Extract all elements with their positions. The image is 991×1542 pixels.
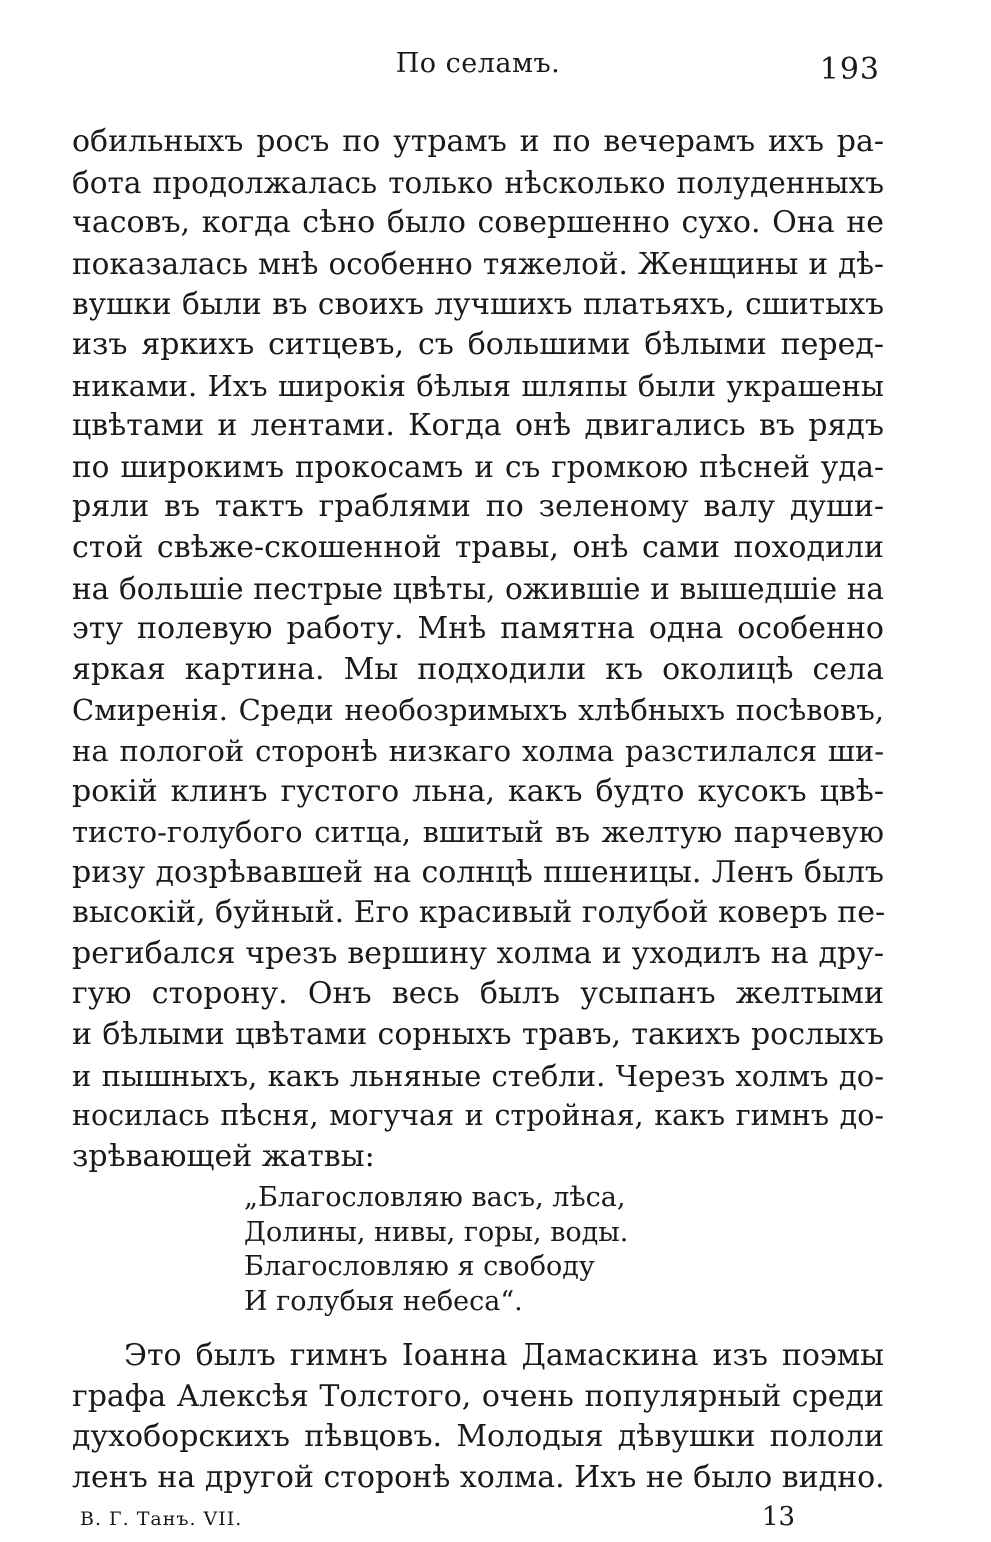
text-line: высокій, буйный. Его красивый голубой коверъ пе- <box>72 895 886 931</box>
text-line: яркая картина. Мы подходили къ околицѣ села <box>72 651 884 687</box>
text-line: по широкимъ прокосамъ и съ громкою пѣсней уда- <box>72 449 884 484</box>
text-line: графа Алексѣя Толстого, очень популярный среди <box>72 1378 884 1414</box>
text-line: рокій клинъ густого льна, какъ будто кусокъ цвѣ- <box>72 773 884 809</box>
text-line: никами. Ихъ широкія бѣлыя шляпы были украшены <box>72 368 884 403</box>
text-line: бота продолжалась только нѣсколько полуденныхъ <box>72 165 884 200</box>
text-line: стой свѣже-скошенной травы, онѣ сами походили <box>72 529 884 565</box>
text-line: и пышныхъ, какъ льняные стебли. Черезъ холмъ до- <box>72 1058 884 1093</box>
text-line: духоборскихъ пѣвцовъ. Молодыя дѣвушки пололи <box>72 1419 884 1455</box>
text-line: гую сторону. Онъ весь былъ усыпанъ желтыми <box>72 976 884 1012</box>
signature-mark: В. Г. Танъ. VII. <box>80 1508 243 1530</box>
text-line: часовъ, когда сѣно было совершенно сухо. Она не <box>72 205 884 241</box>
text-line: регибался чрезъ вершину холма и уходилъ на дру- <box>72 935 884 971</box>
text-line: Смиренія. Среди необозримыхъ хлѣбныхъ посѣвовъ, <box>72 693 884 728</box>
verse-line: Долины, нивы, горы, воды. <box>244 1216 629 1248</box>
paragraph-1 <box>72 122 884 1177</box>
text-line: цвѣтами и лентами. Когда онѣ двигались въ рядъ <box>72 408 884 444</box>
signature-number: 13 <box>762 1502 796 1532</box>
text-line: тисто-голубого ситца, вшитый въ желтую парчевую <box>72 815 884 850</box>
running-title: По селамъ. <box>395 48 561 79</box>
text-line: и бѣлыми цвѣтами сорныхъ травъ, такихъ рослыхъ <box>72 1017 884 1053</box>
text-line: показалась мнѣ особенно тяжелой. Женщины и дѣ- <box>72 246 884 281</box>
verse-line: „Благословляю васъ, лѣса, <box>244 1182 626 1213</box>
text-line: Это былъ гимнъ Іоанна Дамаскина изъ поэмы <box>124 1338 884 1373</box>
text-line: на большіе пестрые цвѣты, ожившіе и вышедшіе на <box>72 571 884 606</box>
paragraph-2 <box>72 1336 884 1498</box>
page-number: 193 <box>819 52 880 87</box>
page-footer <box>72 1502 884 1538</box>
verse-quote <box>244 1181 764 1319</box>
text-line: зрѣвающей жатвы: <box>72 1138 375 1174</box>
text-line: вушки были въ своихъ лучшихъ платьяхъ, сшитыхъ <box>72 287 884 322</box>
verse-line: И голубыя небеса“. <box>244 1285 523 1317</box>
text-line: обильныхъ росъ по утрамъ и по вечерамъ ихъ ра- <box>72 124 884 159</box>
text-line: эту полевую работу. Мнѣ памятна одна особенно <box>72 611 884 647</box>
text-line: носилась пѣсня, могучая и стройная, какъ гимнъ до- <box>72 1099 884 1133</box>
text-line: ленъ на другой сторонѣ холма. Ихъ не было видно. <box>72 1459 885 1495</box>
text-line: на пологой сторонѣ низкаго холма разстилался ши- <box>72 733 884 768</box>
text-line: ризу дозрѣвавшей на солнцѣ пшеницы. Ленъ былъ <box>72 854 884 890</box>
verse-line: Благословляю я свободу <box>244 1251 595 1282</box>
running-header <box>72 46 884 86</box>
text-line: ряли въ тактъ граблями по зеленому валу души- <box>72 489 884 525</box>
text-line: изъ яркихъ ситцевъ, съ большими бѣлыми перед- <box>72 326 884 362</box>
